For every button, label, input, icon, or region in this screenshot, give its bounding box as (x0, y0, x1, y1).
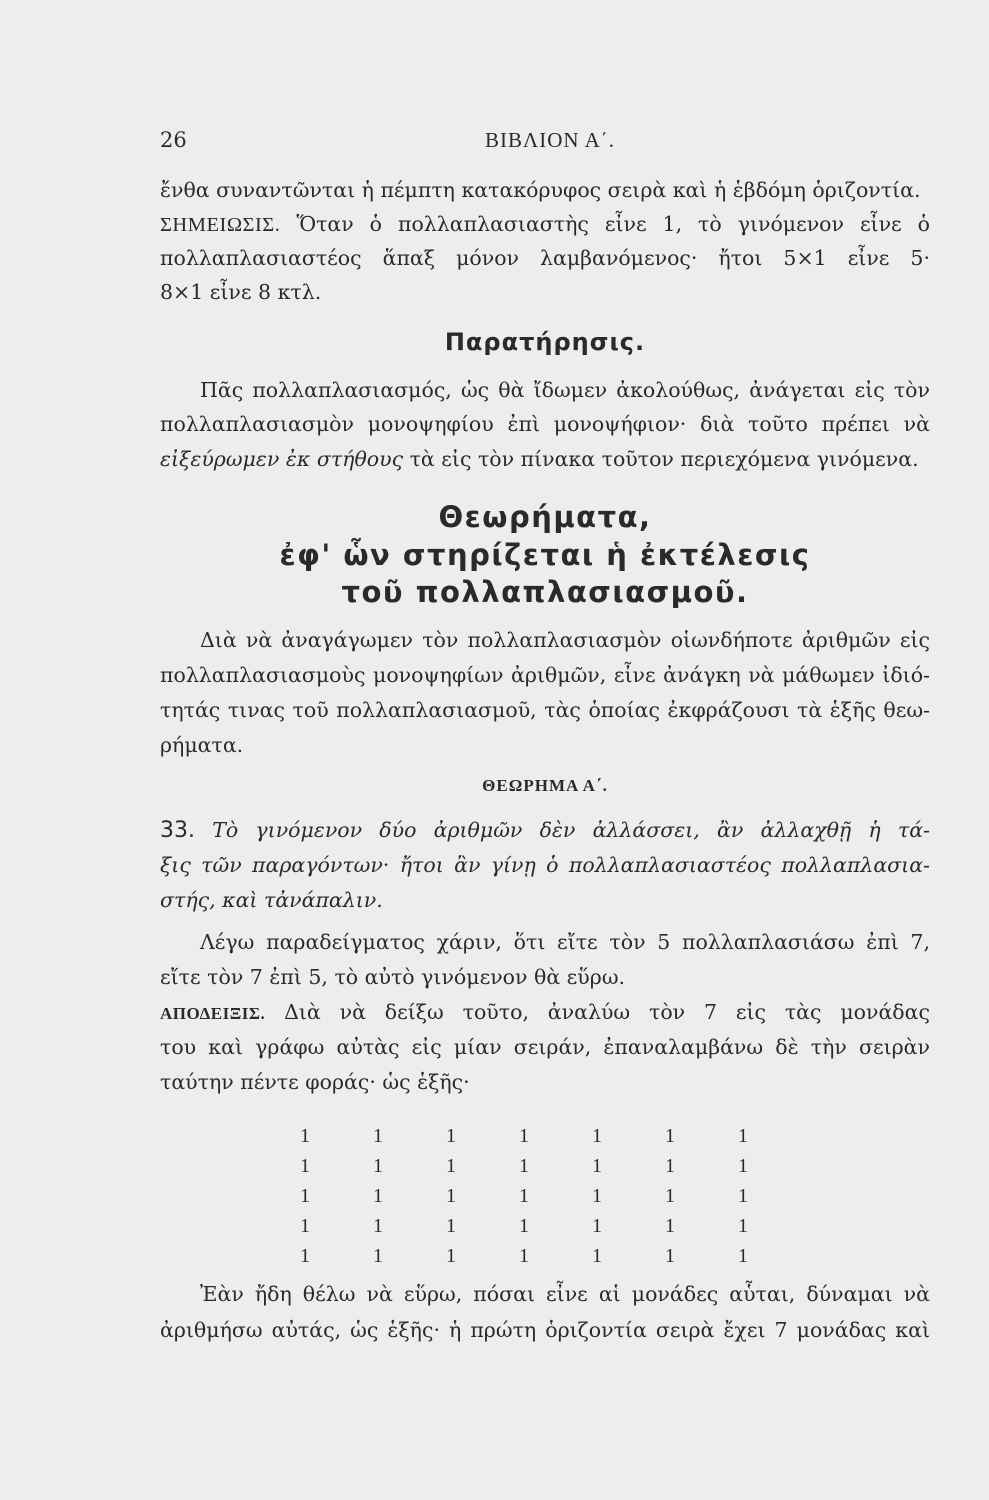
text-line: ταύτην πέντε φοράς· ὡς ἑξῆς· (160, 1070, 470, 1094)
ones-cell: 1 (373, 1155, 383, 1177)
ones-cell: 1 (519, 1155, 529, 1177)
ones-row (300, 1125, 811, 1155)
theorem-a-heading: ΘΕΩΡΗΜΑ Α΄. (482, 776, 608, 795)
ones-grid (300, 1125, 811, 1275)
proof-text: Διὰ νὰ δείξω τοῦτο, ἀναλύω τὸν 7 εἰς τὰς μονάδας (284, 1000, 930, 1024)
ones-cell: 1 (738, 1125, 748, 1147)
ones-row (300, 1155, 811, 1185)
ones-cell: 1 (446, 1215, 456, 1237)
text-line: ρήματα. (160, 733, 244, 757)
ones-cell: 1 (665, 1215, 675, 1237)
ones-cell: 1 (446, 1185, 456, 1207)
ones-cell: 1 (738, 1245, 748, 1267)
ones-cell: 1 (300, 1215, 310, 1237)
ones-cell: 1 (373, 1245, 383, 1267)
text-line: στής, καὶ τἀνάπαλιν. (160, 888, 383, 912)
ones-cell: 1 (592, 1125, 602, 1147)
ones-cell: 1 (592, 1215, 602, 1237)
note-label: ΣΗΜΕΙΩΣΙΣ. (160, 214, 281, 236)
ones-cell: 1 (665, 1185, 675, 1207)
text-line: Διὰ νὰ ἀναγάγωμεν τὸν πολλαπλασιασμὸν οἱωνδήποτε ἀριθμῶν εἰς (200, 628, 930, 652)
proof-label: ΑΠΟΔΕΙΞΙΣ. (160, 1004, 266, 1023)
ones-cell: 1 (373, 1215, 383, 1237)
ones-cell: 1 (738, 1215, 748, 1237)
ones-cell: 1 (738, 1155, 748, 1177)
ones-cell: 1 (300, 1125, 310, 1147)
page-header (160, 128, 940, 158)
ones-row (300, 1245, 811, 1275)
paragraph-number: 33. (160, 818, 195, 843)
ones-cell: 1 (300, 1155, 310, 1177)
page-number: 26 (160, 128, 187, 152)
ones-cell: 1 (446, 1155, 456, 1177)
note-text: Ὅταν ὁ πολλαπλασιαστὴς εἶνε 1, τὸ γινόμενον εἶνε ὁ (296, 212, 930, 236)
text-line: πολλαπλασιασμοὺς μονοψηφίων ἀριθμῶν, εἶνε ἀνάγκη νὰ μάθωμεν ἰδιό- (160, 663, 930, 687)
text-line: 8×1 εἶνε 8 κτλ. (160, 280, 322, 304)
text-line: Πᾶς πολλαπλασιασμός, ὡς θὰ ἴδωμεν ἀκολούθως, ἀνάγεται εἰς τὸν (200, 378, 930, 402)
ones-cell: 1 (665, 1245, 675, 1267)
text-line: πολλαπλασιαστέος ἅπαξ μόνον λαμβανόμενος· ἤτοι 5×1 εἶνε 5· (160, 246, 930, 270)
ones-cell: 1 (592, 1155, 602, 1177)
theorems-heading-line3: τοῦ πολλαπλασιασμοῦ. (341, 575, 749, 609)
theorems-heading-line2: ἐφ' ὧν στηρίζεται ἡ ἐκτέλεσις (279, 538, 811, 572)
line-continuation: τὰ εἰς τὸν πίνακα τοῦτον περιεχόμενα γινόμενα. (403, 447, 919, 471)
proof-paragraph (160, 1000, 930, 1024)
ones-cell: 1 (519, 1245, 529, 1267)
theorem-text: Τὸ γινόμενον δύο ἀριθμῶν δὲν ἀλλάσσει, ἂν ἀλλαχθῇ ἡ τά- (212, 818, 930, 842)
ones-cell: 1 (738, 1185, 748, 1207)
text-line (160, 447, 930, 471)
text-line: τητάς τινας τοῦ πολλαπλασιασμοῦ, τὰς ὁποίας ἐκφράζουσι τὰ ἑξῆς θεω- (160, 698, 930, 722)
ones-cell: 1 (665, 1125, 675, 1147)
text-line: πολλαπλασιασμὸν μονοψηφίου ἐπὶ μονοψήφιον· διὰ τοῦτο πρέπει νὰ (160, 412, 930, 436)
ones-cell: 1 (300, 1245, 310, 1267)
note-paragraph (160, 212, 930, 237)
text-line: του καὶ γράφω αὐτὰς εἰς μίαν σειράν, ἐπαναλαμβάνω δὲ τὴν σειρὰν (160, 1035, 930, 1059)
theorems-heading-line1: Θεωρήματα, (438, 500, 652, 534)
ones-cell: 1 (300, 1185, 310, 1207)
text-line: Ἐὰν ἤδη θέλω νὰ εὕρω, πόσαι εἶνε αἱ μονάδες αὗται, δύναμαι νὰ (200, 1282, 930, 1306)
ones-row (300, 1185, 811, 1215)
ones-cell: 1 (592, 1185, 602, 1207)
ones-cell: 1 (519, 1125, 529, 1147)
ones-cell: 1 (592, 1245, 602, 1267)
text-line: ξις τῶν παραγόντων· ἤτοι ἂν γίνῃ ὁ πολλαπλασιαστέος πολλαπλασια- (160, 853, 930, 877)
ones-cell: 1 (519, 1185, 529, 1207)
ones-cell: 1 (373, 1125, 383, 1147)
text-line: ἔνθα συναντῶνται ἡ πέμπτη κατακόρυφος σειρὰ καὶ ἡ ἑβδόμη ὁριζοντία. (160, 178, 921, 202)
ones-cell: 1 (373, 1185, 383, 1207)
ones-cell: 1 (519, 1215, 529, 1237)
text-line: Λέγω παραδείγματος χάριν, ὅτι εἴτε τὸν 5 πολλαπλασιάσω ἐπὶ 7, (200, 930, 930, 954)
text-line: ἀριθμήσω αὐτάς, ὡς ἑξῆς· ἡ πρώτη ὁριζοντία σειρὰ ἔχει 7 μονάδας καὶ (160, 1318, 930, 1342)
emphasis-text: εἰξεύρωμεν ἐκ στήθους (160, 447, 404, 471)
ones-cell: 1 (665, 1155, 675, 1177)
ones-row (300, 1215, 811, 1245)
running-title: ΒΙΒΛΙΟΝ Α΄. (484, 128, 616, 152)
ones-cell: 1 (446, 1245, 456, 1267)
section-heading-remark: Παρατήρησις. (444, 328, 646, 356)
theorem-statement (160, 818, 930, 843)
ones-cell: 1 (446, 1125, 456, 1147)
text-line: εἴτε τὸν 7 ἐπὶ 5, τὸ αὐτὸ γινόμενον θὰ εὕρω. (160, 965, 626, 989)
